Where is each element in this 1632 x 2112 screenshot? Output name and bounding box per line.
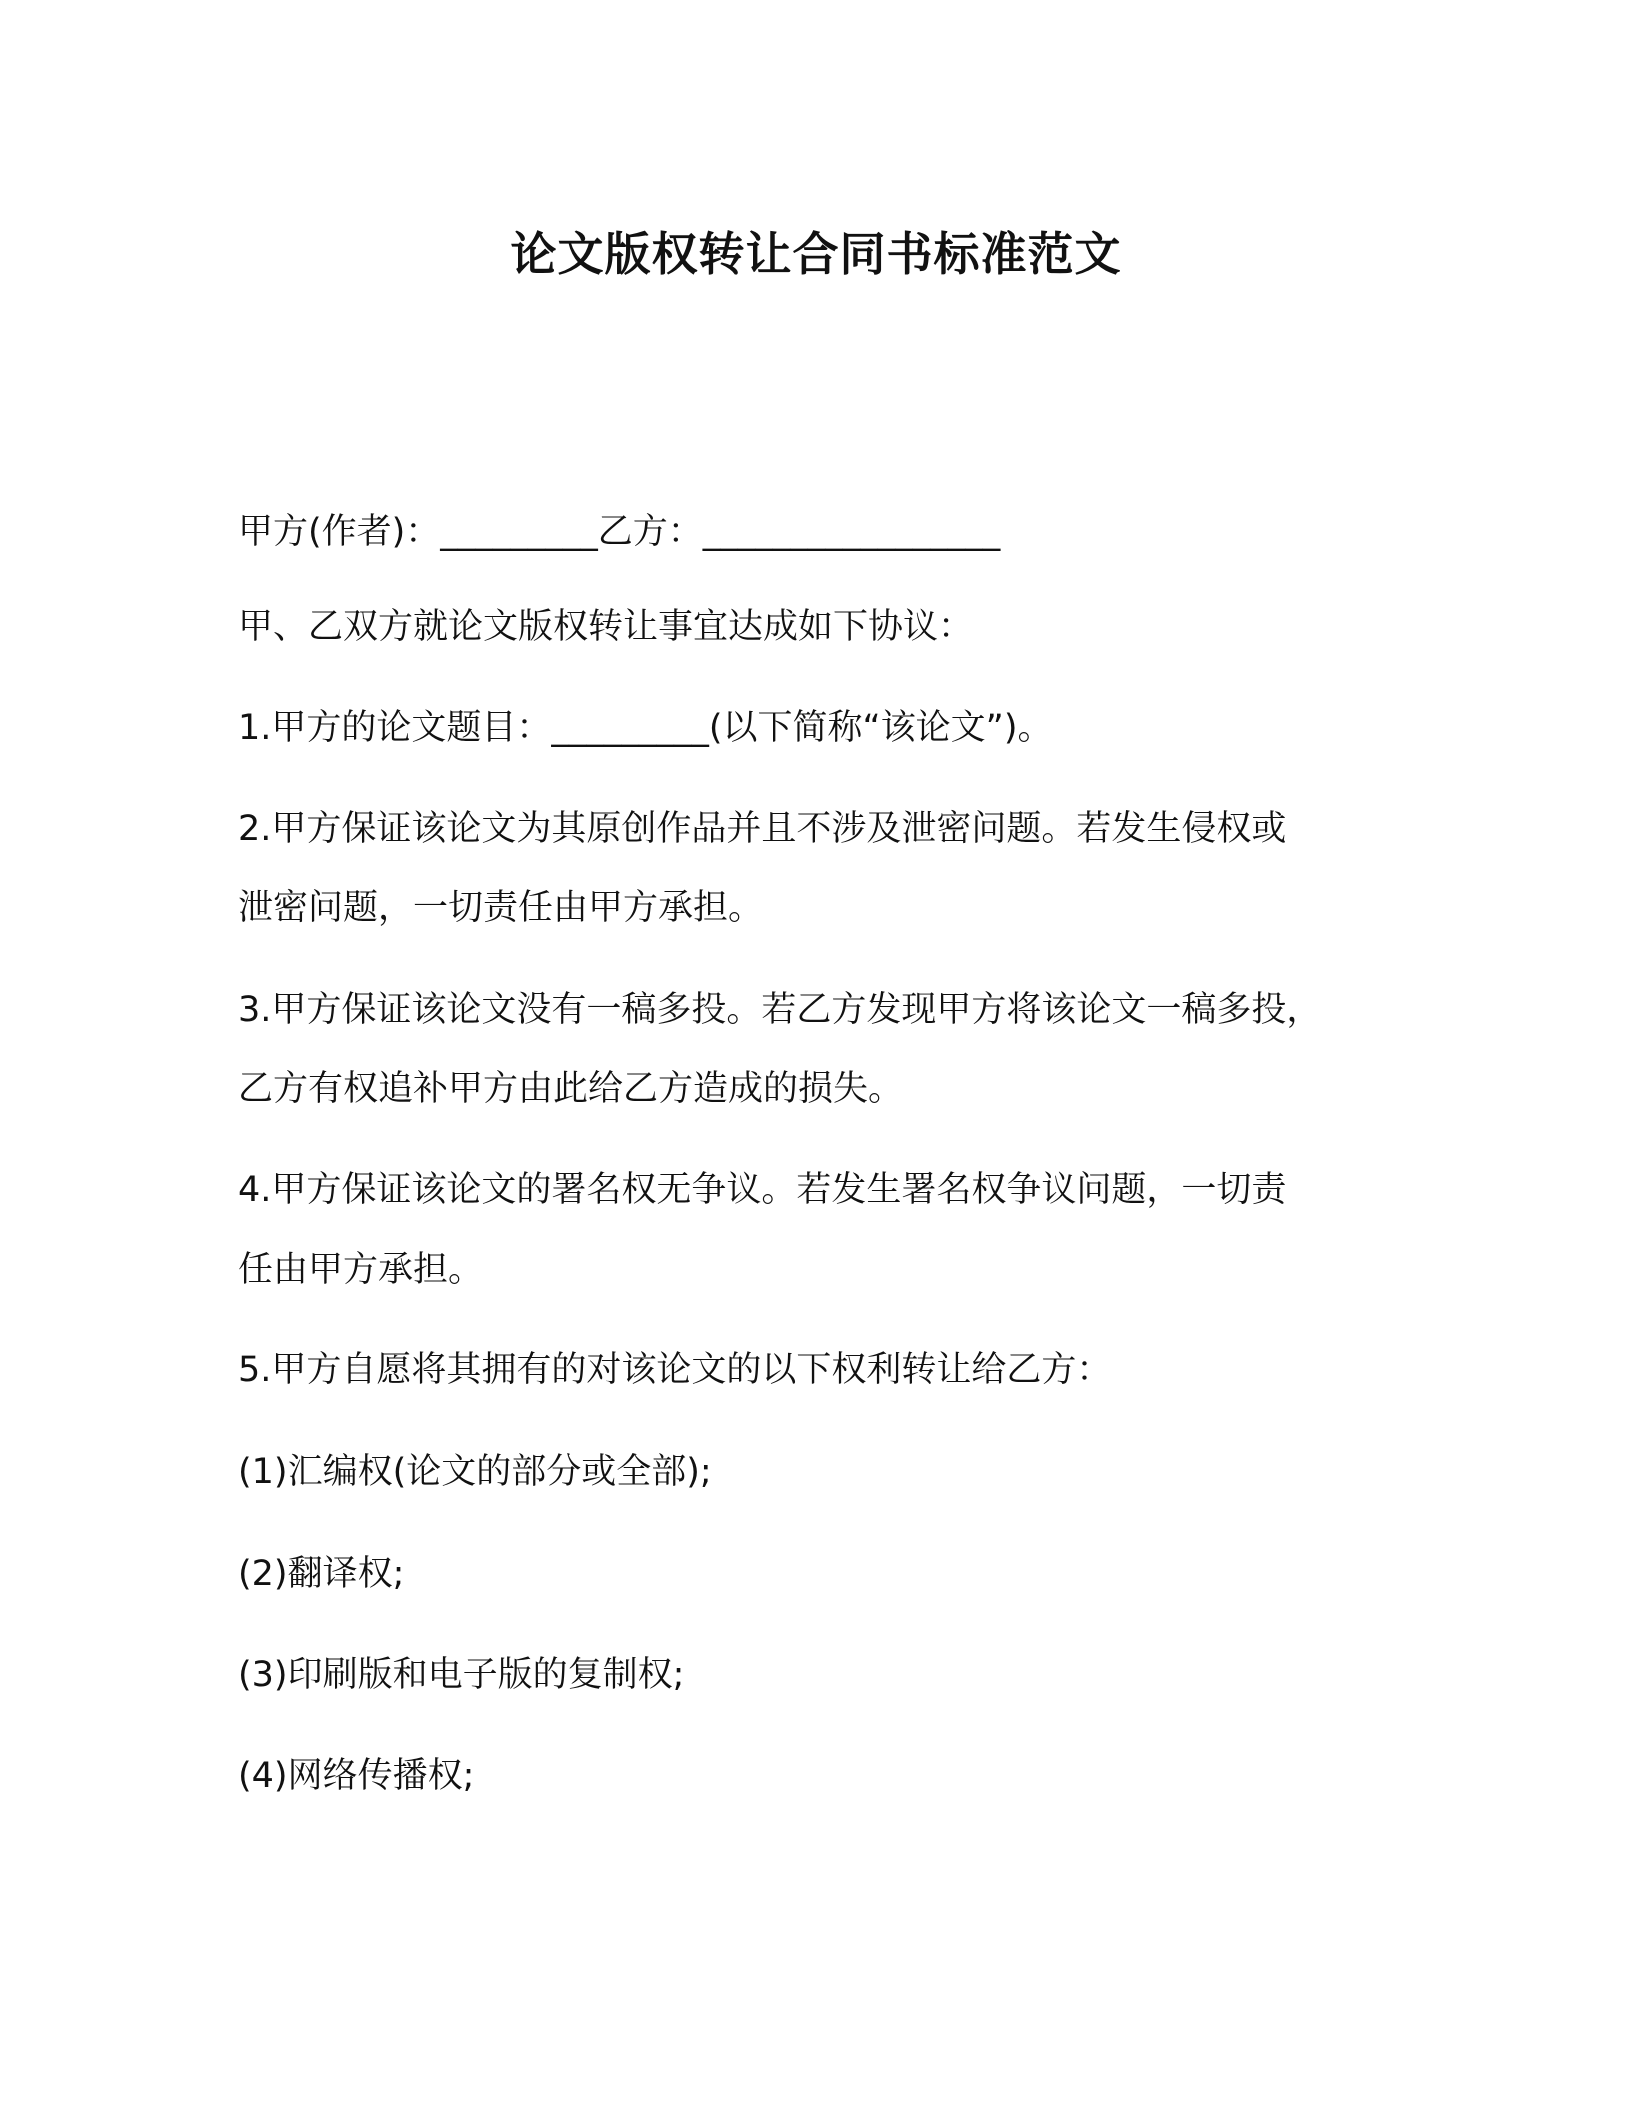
right-item-4: (4)网络传播权; (238, 1756, 475, 1796)
clause-1: 1.甲方的论文题目：_________(以下简称“该论文”)。 (238, 708, 1053, 748)
clause-4-line-1: 4.甲方保证该论文的署名权无争议。若发生署名权争议问题，一切责 (238, 1170, 1287, 1210)
clause-2-line-2: 泄密问题，一切责任由甲方承担。 (238, 888, 764, 928)
clause-5: 5.甲方自愿将其拥有的对该论文的以下权利转让给乙方： (238, 1350, 1112, 1390)
right-item-2: (2)翻译权; (238, 1554, 405, 1594)
party-line: 甲方(作者)：_________乙方：_________________ (238, 512, 1001, 552)
clause-3-line-2: 乙方有权追补甲方由此给乙方造成的损失。 (238, 1069, 904, 1109)
right-item-1: (1)汇编权(论文的部分或全部); (238, 1452, 712, 1492)
right-item-3: (3)印刷版和电子版的复制权; (238, 1655, 685, 1695)
clause-3-line-1: 3.甲方保证该论文没有一稿多投。若乙方发现甲方将该论文一稿多投， (238, 990, 1322, 1030)
clause-4-line-2: 任由甲方承担。 (238, 1250, 484, 1290)
document-title: 论文版权转让合同书标准范文 (510, 227, 1122, 281)
clause-2-line-1: 2.甲方保证该论文为其原创作品并且不涉及泄密问题。若发生侵权或 (238, 809, 1287, 849)
agreement-intro: 甲、乙双方就论文版权转让事宜达成如下协议： (238, 607, 974, 647)
